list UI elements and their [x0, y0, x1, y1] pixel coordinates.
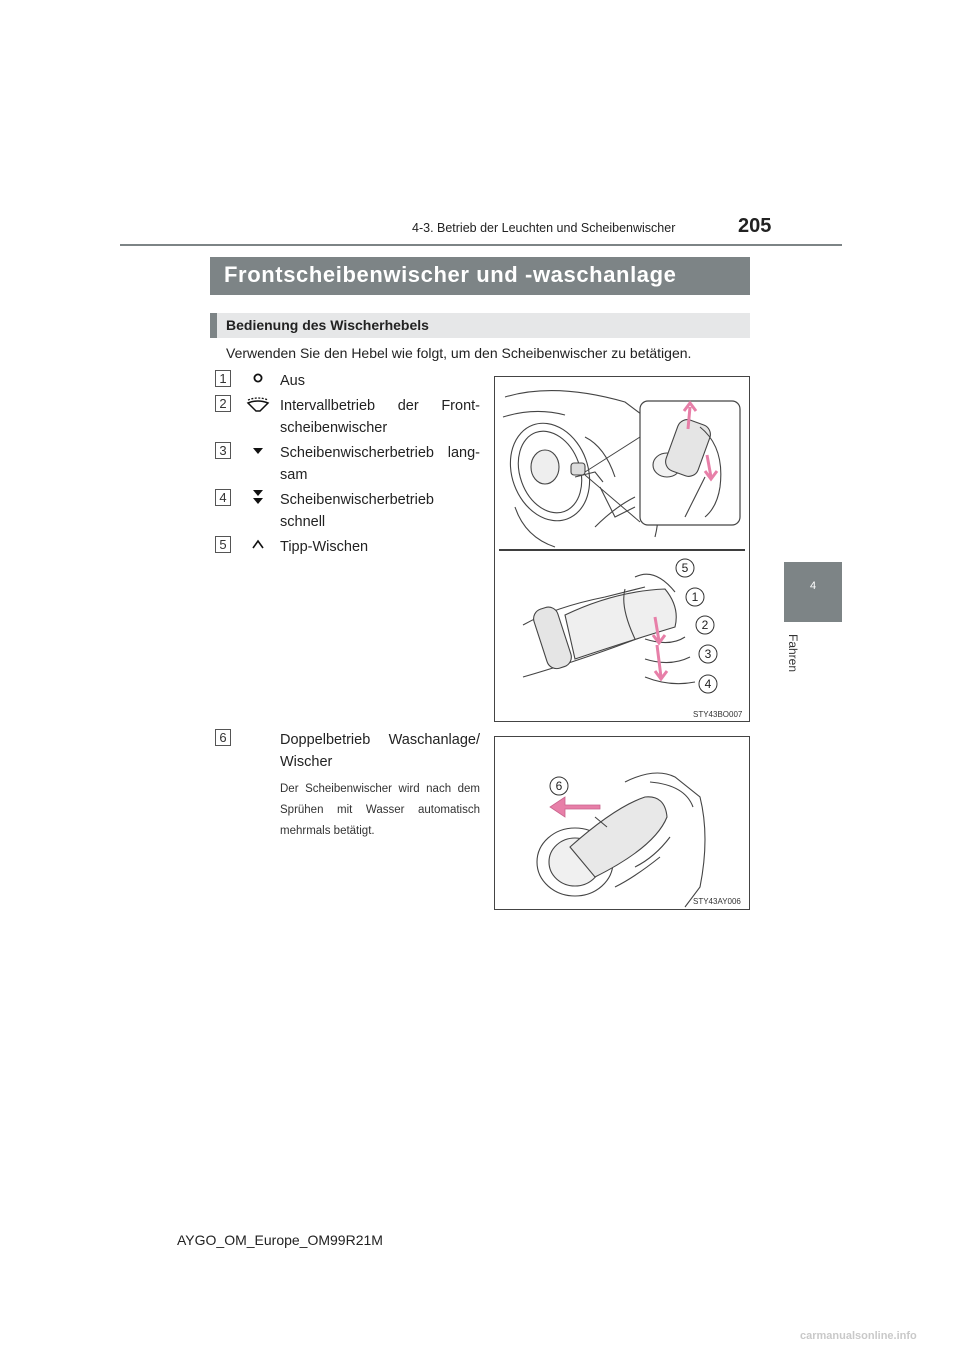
subtitle-bar: [210, 313, 750, 338]
chapter-label-text: Fahren: [786, 633, 801, 673]
chapter-tab[interactable]: [784, 562, 842, 622]
subtitle: Bedienung des Wischerhebels: [226, 317, 429, 333]
watermark[interactable]: carmanualsonline.info: [800, 1330, 917, 1342]
page-number: 205: [738, 215, 772, 237]
intermittent-wiper-icon: [245, 395, 271, 413]
item-number: 5: [215, 536, 231, 553]
figure-code: STY43BO007: [693, 710, 743, 719]
section-title: 4-3. Betrieb der Leuchten und Scheibenwischer: [412, 221, 676, 235]
figure-code: STY43AY006: [693, 897, 741, 906]
callout-1: 1: [691, 590, 699, 604]
item-number: 6: [215, 729, 231, 746]
intro-text: Verwenden Sie den Hebel wie folgt, um den Scheibenwischer zu betätigen.: [226, 345, 692, 361]
callout-layer: [495, 377, 751, 723]
callout-5: 5: [681, 561, 689, 575]
item-text: Scheibenwischerbetrieb schnell: [280, 492, 434, 530]
item-text: Doppelbetrieb Waschanlage/ Wischer: [280, 732, 480, 770]
washer-lever-illustration: [495, 737, 751, 911]
item-number: 1: [215, 370, 231, 387]
item-number: 3: [215, 442, 231, 459]
footer-manual-id: AYGO_OM_Europe_OM99R21M: [177, 1232, 383, 1248]
item-text: Tipp-Wischen: [280, 539, 369, 555]
header-divider: [120, 244, 842, 246]
item-text: Intervallbetrieb der Front-scheibenwischer: [280, 398, 480, 436]
item-number: 2: [215, 395, 231, 412]
single-triangle-down-icon: [245, 442, 271, 460]
washer-lever-figure: [494, 736, 750, 910]
callout-2: 2: [701, 618, 709, 632]
wiper-lever-figure: [494, 376, 750, 722]
item-number: 4: [215, 489, 231, 506]
item-text: Scheibenwischerbetrieb lang-sam: [280, 445, 480, 483]
chapter-number: 4: [809, 580, 817, 592]
item-text: Aus: [280, 373, 305, 389]
main-title-bar: [210, 257, 750, 295]
double-triangle-down-icon: [245, 489, 271, 507]
callout-6: 6: [555, 779, 563, 793]
off-circle-icon: [245, 370, 271, 388]
triangle-up-outline-icon: [245, 536, 271, 554]
chapter-label: [780, 632, 810, 682]
callout-3: 3: [704, 647, 712, 661]
callout-4: 4: [704, 677, 712, 691]
main-title: Frontscheibenwischer und -waschanlage: [224, 262, 677, 287]
note-text: Der Scheibenwischer wird nach dem Sprühen mit Wasser automatisch mehrmals betätigt.: [280, 783, 480, 837]
